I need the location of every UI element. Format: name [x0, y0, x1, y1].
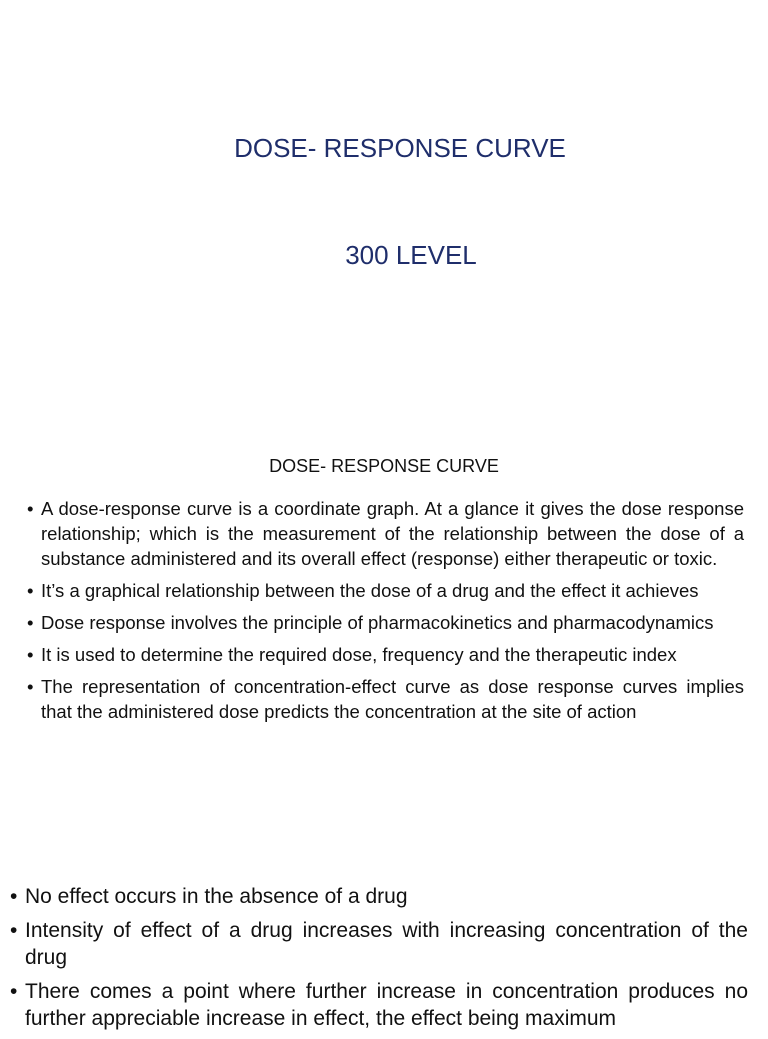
bullet-item	[8, 883, 748, 910]
bullet-text: The representation of concentration-effect curve as dose response curves implies that the administered dose predicts the concentration at the site of action	[41, 676, 744, 722]
content-heading: DOSE- RESPONSE CURVE	[269, 456, 499, 476]
bullet-icon: •	[27, 498, 34, 519]
bullet-text: It is used to determine the required dose, frequency and the therapeutic index	[41, 644, 677, 665]
bullet-icon: •	[10, 980, 18, 1003]
bullet-text: It’s a graphical relationship between the dose of a drug and the effect it achieves	[41, 580, 699, 601]
bullet-icon: •	[27, 676, 34, 697]
bullet-icon: •	[27, 612, 34, 633]
lower-bullet-list	[8, 883, 748, 1039]
bullet-icon: •	[27, 580, 34, 601]
content-slide	[0, 450, 768, 860]
lower-slide	[0, 878, 768, 1030]
bullet-item	[24, 642, 744, 667]
bullet-icon: •	[10, 919, 18, 942]
bullet-item	[24, 674, 744, 724]
bullet-item	[24, 496, 744, 571]
bullet-item	[24, 578, 744, 603]
bullet-text: No effect occurs in the absence of a drug	[25, 885, 408, 908]
bullet-text: Dose response involves the principle of pharmacokinetics and pharmacodynamics	[41, 612, 714, 633]
bullet-icon: •	[10, 885, 18, 908]
bullet-icon: •	[27, 644, 34, 665]
slide-title: DOSE- RESPONSE CURVE	[234, 133, 566, 163]
bullet-text: Intensity of effect of a drug increases with increasing concentration of the drug	[25, 919, 748, 969]
content-bullet-list	[24, 496, 744, 731]
bullet-item	[8, 917, 748, 971]
bullet-item	[24, 610, 744, 635]
title-slide	[0, 0, 768, 440]
bullet-text: A dose-response curve is a coordinate graph. At a glance it gives the dose response relationship; which is the measurement of the relationship between the dose of a substance administered and its overall effect (response) either therapeutic or toxic.	[41, 498, 744, 569]
bullet-text: There comes a point where further increase in concentration produces no further appreciable increase in effect, the effect being maximum	[25, 980, 748, 1030]
slide-subtitle: 300 LEVEL	[345, 240, 477, 270]
